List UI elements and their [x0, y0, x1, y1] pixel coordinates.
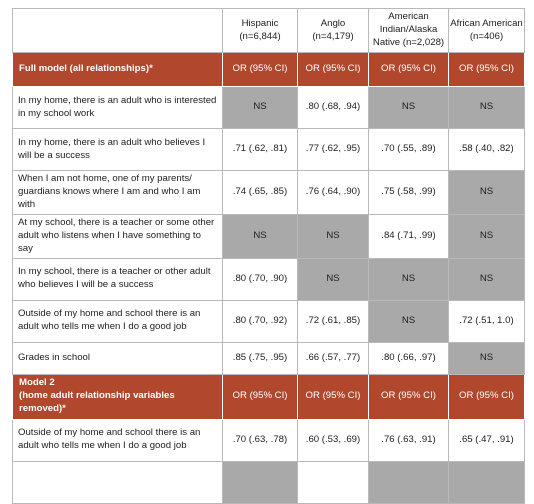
row-label: Outside of my home and school there is an adult who tells me when I do a good job [13, 419, 223, 461]
table-row [13, 258, 525, 300]
table-row [13, 129, 525, 171]
value-cell: NS [369, 300, 449, 342]
value-cell: .84 (.71, .99) [369, 214, 449, 258]
section-col-label: OR (95% CI) [449, 374, 525, 419]
value-cell: .60 (.53, .69) [298, 419, 369, 461]
section-col-label: OR (95% CI) [223, 374, 298, 419]
header-anglo [298, 9, 369, 53]
group-name: American Indian/Alaska Native [372, 11, 438, 48]
value-cell: .71 (.62, .81) [223, 129, 298, 171]
section-col-label: OR (95% CI) [223, 53, 298, 87]
value-cell: NS [449, 342, 525, 374]
header-hispanic [223, 9, 298, 53]
value-cell: .70 (.55, .89) [369, 129, 449, 171]
section-title: Full model (all relationships)* [13, 53, 223, 87]
group-name: African American [450, 17, 523, 29]
row-label: At my school, there is a teacher or some other adult who listens when I have something to say [13, 214, 223, 258]
value-cell: .80 (.66, .97) [369, 342, 449, 374]
row-label: Grades in school [13, 342, 223, 374]
table-header-row [13, 9, 525, 53]
value-cell: .58 (.40, .82) [449, 129, 525, 171]
row-label: Outside of my home and school there is an adult who tells me when I do a good job [13, 300, 223, 342]
section-title-line1: Model 2 [19, 377, 55, 389]
value-cell: .70 (.63, .78) [223, 419, 298, 461]
value-cell: .85 (.75, .95) [223, 342, 298, 374]
row-label-cutoff [13, 461, 223, 503]
value-cell: NS [369, 87, 449, 129]
section-header-full-model [13, 53, 525, 87]
group-name: Anglo [320, 17, 346, 29]
row-label: When I am not home, one of my parents/ guardians knows where I am and who I am with [13, 171, 223, 215]
value-cell: NS [298, 258, 369, 300]
group-n: (n=4,179) [312, 30, 354, 42]
value-cell: NS [449, 171, 525, 215]
group-n: (n=406) [469, 30, 504, 42]
odds-ratio-table [12, 8, 525, 504]
row-label: In my home, there is an adult who is interested in my school work [13, 87, 223, 129]
value-cell: NS [369, 258, 449, 300]
section-header-model-2 [13, 374, 525, 419]
value-cell: .72 (.61, .85) [298, 300, 369, 342]
header-corner-cell [13, 9, 223, 53]
table-row [13, 300, 525, 342]
value-cell-cutoff [369, 461, 449, 503]
section-col-label: OR (95% CI) [298, 374, 369, 419]
section-col-label: OR (95% CI) [369, 53, 449, 87]
section-title [13, 374, 223, 419]
table-row-partial [13, 461, 525, 503]
value-cell: NS [223, 87, 298, 129]
value-cell: .72 (.51, 1.0) [449, 300, 525, 342]
table-row [13, 87, 525, 129]
value-cell: .76 (.63, .91) [369, 419, 449, 461]
value-cell: NS [449, 87, 525, 129]
table-row [13, 342, 525, 374]
value-cell: .65 (.47, .91) [449, 419, 525, 461]
value-cell-cutoff [449, 461, 525, 503]
table-row [13, 214, 525, 258]
section-col-label: OR (95% CI) [369, 374, 449, 419]
section-col-label: OR (95% CI) [449, 53, 525, 87]
value-cell: NS [449, 258, 525, 300]
row-label: In my school, there is a teacher or other adult who believes I will be a success [13, 258, 223, 300]
value-cell: NS [298, 214, 369, 258]
value-cell-cutoff [223, 461, 298, 503]
value-cell: .75 (.58, .99) [369, 171, 449, 215]
value-cell: .77 (.62, .95) [298, 129, 369, 171]
value-cell: .80 (.68, .94) [298, 87, 369, 129]
header-african-american [449, 9, 525, 53]
value-cell: NS [449, 214, 525, 258]
value-cell: .80 (.70, .92) [223, 300, 298, 342]
section-title-line2: (home adult relationship variables removed)* [19, 390, 175, 415]
group-n: (n=2,028) [402, 36, 445, 48]
header-american-indian [369, 9, 449, 53]
value-cell-cutoff [298, 461, 369, 503]
group-name: Hispanic [241, 17, 279, 29]
value-cell: .66 (.57, .77) [298, 342, 369, 374]
value-cell: .76 (.64, .90) [298, 171, 369, 215]
group-n: (n=6,844) [239, 30, 281, 42]
table-row [13, 419, 525, 461]
row-label: In my home, there is an adult who believes I will be a success [13, 129, 223, 171]
value-cell: .74 (.65, .85) [223, 171, 298, 215]
section-col-label: OR (95% CI) [298, 53, 369, 87]
value-cell: .80 (.70, .90) [223, 258, 298, 300]
value-cell: NS [223, 214, 298, 258]
table-row [13, 171, 525, 215]
